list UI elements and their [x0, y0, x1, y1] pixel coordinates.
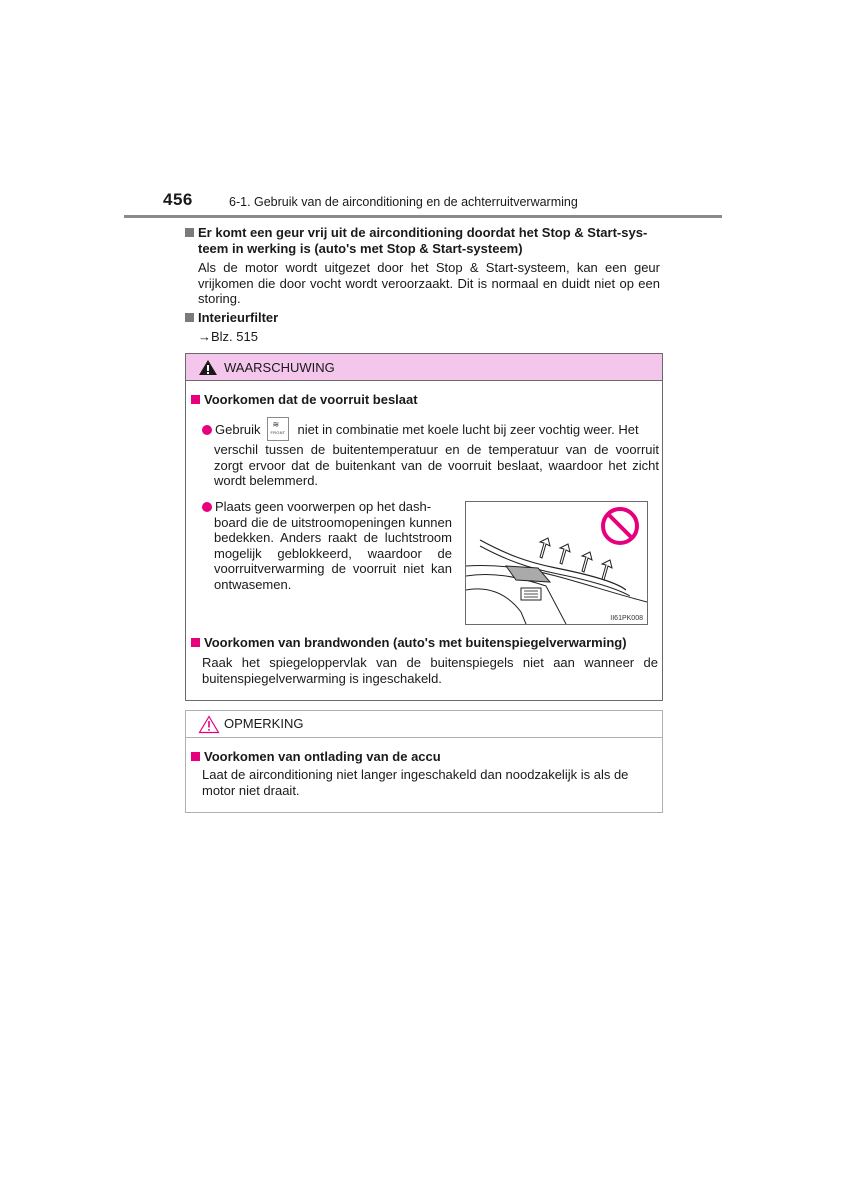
heading-line-2: teem in werking is (auto's met Stop & Start-systeem) [198, 241, 523, 256]
bullet-dashboard [202, 499, 452, 592]
section-body-odor: Als de motor wordt uitgezet door het Stop & Start-systeem, kan een geur vrijkomen die door vocht wordt veroorzaakt. Dit is normaal en duidt niet op een storing. [198, 260, 660, 306]
bullet-text: Gebruik [215, 422, 261, 437]
bullet-line [202, 417, 639, 441]
dashboard-illustration [465, 501, 648, 625]
section-title: 6-1. Gebruik van de airconditioning en de achterruitverwarming [229, 195, 578, 209]
bullet-text: niet in combinatie met koele lucht bij zeer vochtig weer. Het [297, 422, 639, 437]
section-heading-odor [185, 225, 663, 257]
page-number: 456 [163, 190, 193, 209]
pink-dot-icon [202, 502, 212, 512]
dashboard-vents-illustration [466, 502, 647, 624]
bullet-text: Plaats geen voorwerpen op het dash- [215, 499, 432, 514]
square-bullet-icon [191, 395, 200, 404]
button-caption: FRONT [270, 430, 286, 435]
warning-header [186, 354, 662, 381]
heading-text: Interieurfilter [198, 310, 279, 325]
heading-text: Voorkomen van brandwonden (auto's met buitenspiegelverwarming) [204, 635, 627, 650]
warning-item-heading-burns [191, 635, 627, 651]
page-reference-link[interactable]: →Blz. 515 [198, 329, 258, 344]
caution-triangle-icon [198, 715, 220, 734]
note-header [186, 711, 662, 738]
square-bullet-icon [191, 638, 200, 647]
square-bullet-icon [185, 228, 194, 237]
section-heading-filter [185, 310, 278, 326]
pink-dot-icon [202, 425, 212, 435]
square-bullet-icon [185, 313, 194, 322]
image-code: II61PK008 [610, 615, 643, 622]
header-divider [124, 215, 722, 218]
note-label: OPMERKING [224, 716, 304, 731]
warning-label: WAARSCHUWING [224, 360, 335, 375]
note-box [185, 710, 663, 813]
warning-item-body-burns: Raak het spiegeloppervlak van de buitenspiegels niet aan wanneer de buitenspiegelverwarming is ingeschakeld. [202, 655, 658, 686]
bullet-continuation: verschil tussen de buitentemperatuur en de temperatuur van de voorruit zorgt ervoor dat de buitenkant van de voorruit beslaat, waardoor het zicht wordt belemmerd. [214, 442, 659, 488]
bullet-continuation: board die de uitstroomopeningen kunnen bedekken. Anders raakt de luchtstroom mogelijk geblokkeerd, waardoor de voorruitverwarming de voorruit niet kan ontwasemen. [214, 514, 452, 592]
warning-triangle-icon [198, 359, 218, 376]
square-bullet-icon [191, 752, 200, 761]
note-item-body-battery: Laat de airconditioning niet langer ingeschakeld dan noodzakelijk is als de motor niet draait. [202, 767, 629, 798]
front-defroster-button-icon: ≋ FRONT [267, 417, 289, 441]
heading-text: Voorkomen van ontlading van de accu [204, 749, 441, 764]
note-item-heading-battery [191, 749, 441, 765]
warning-box [185, 353, 663, 701]
heading-text: Voorkomen dat de voorruit beslaat [204, 392, 418, 407]
heading-line-1: Er komt een geur vrij uit de airconditioning doordat het Stop & Start-sys- [198, 225, 648, 240]
warning-item-heading-fog [191, 392, 418, 408]
